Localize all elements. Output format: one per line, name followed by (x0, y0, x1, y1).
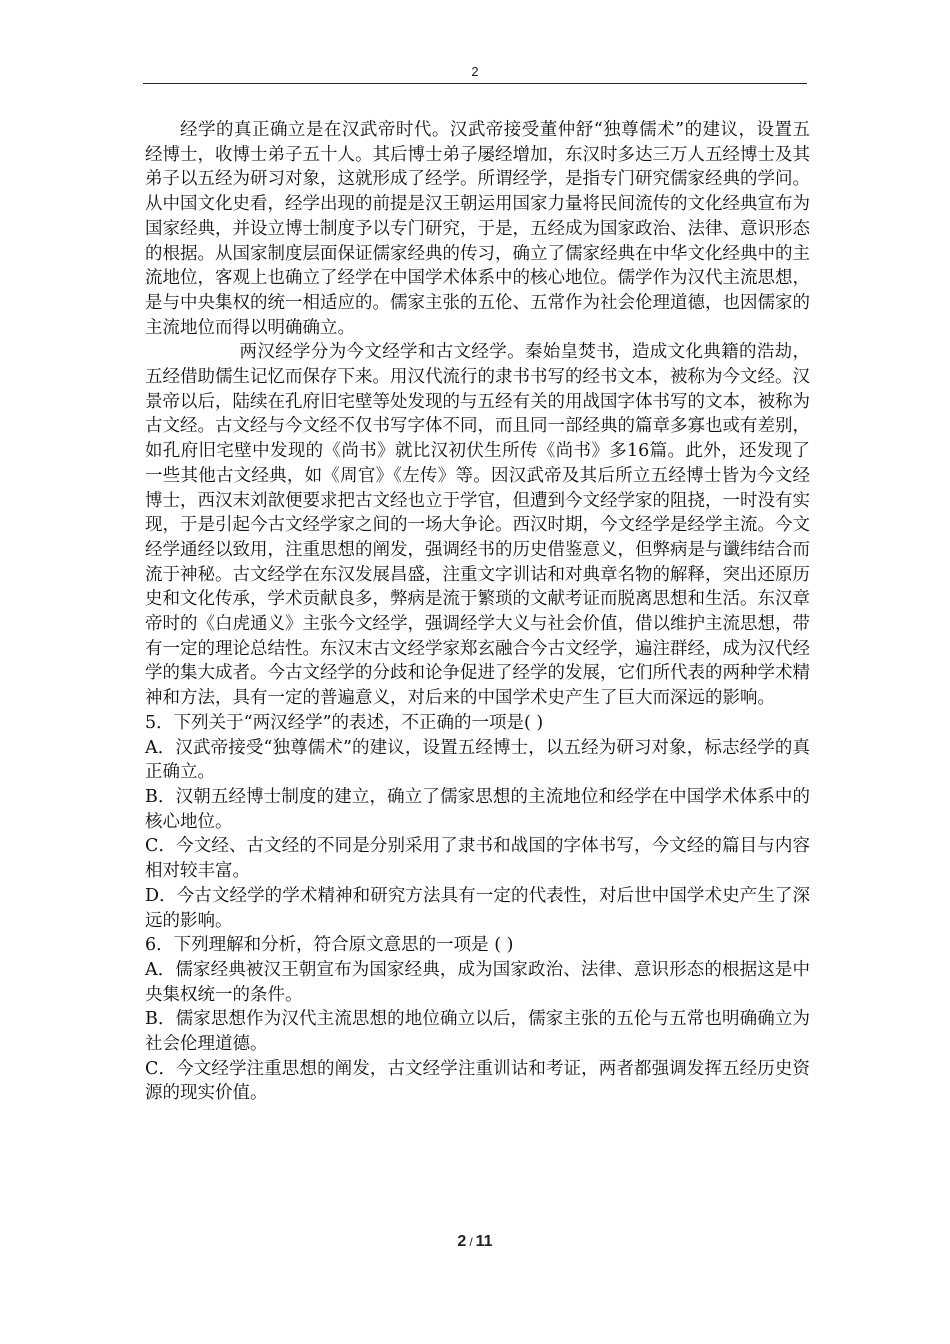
question-5-option-a: A．汉武帝接受“独尊儒术”的建议，设置五经博士，以五经为研习对象，标志经学的真正确立。 (145, 737, 810, 783)
question-5-stem: 5．下列关于“两汉经学”的表述，不正确的一项是( ) (145, 712, 544, 733)
question-5-option-c: C．今文经、古文经的不同是分别采用了隶书和战国的字体书写，今文经的篇目与内容相对较丰富。 (145, 836, 810, 882)
footer-pagination (0, 1233, 950, 1251)
footer-current-page: 2 (457, 1233, 467, 1250)
question-6-option-a: A．儒家经典被汉王朝宣布为国家经典，成为国家政治、法律、意识形态的根据这是中央集权统一的条件。 (145, 959, 810, 1005)
document-body (145, 118, 810, 1106)
passage-paragraph-1: 经学的真正确立是在汉武帝时代。汉武帝接受董仲舒“独尊儒术”的建议，设置五经博士，收博士弟子五十人。其后博士弟子屡经增加，东汉时多达三万人五经博士及其弟子以五经为研习对象，这就形成了经学。所谓经学，是指专门研究儒家经典的学问。从中国文化史看，经学出现的前提是汉王朝运用国家力量将民间流传的文化经典宣布为国家经典，并设立博士制度予以专门研究，于是，五经成为国家政治、法律、意识形态的根据。从国家制度层面保证儒家经典的传习，确立了儒家经典在中华文化经典中的主流地位，客观上也确立了经学在中国学术体系中的核心地位。儒学作为汉代主流思想，是与中央集权的统一相适应的。儒家主张的五伦、五常作为社会伦理道德，也因儒家的主流地位而得以明确确立。 (145, 120, 810, 338)
question-5-option-d: D．今古文经学的学术精神和研究方法具有一定的代表性，对后世中国学术史产生了深远的影响。 (145, 885, 810, 931)
header-page-number: 2 (471, 64, 479, 79)
question-6-option-c: C．今文经学注重思想的阐发，古文经学注重训诂和考证，两者都强调发挥五经历史资源的现实价值。 (145, 1058, 810, 1104)
footer-separator: / (469, 1235, 473, 1249)
footer-total-pages: 11 (475, 1233, 493, 1250)
question-6-stem: 6．下列理解和分析，符合原文意思的一项是 ( ) (145, 935, 514, 956)
header-divider (143, 83, 807, 84)
passage-paragraph-2: 两汉经学分为今文经学和古文经学。秦始皇焚书，造成文化典籍的浩劫，五经借助儒生记忆而保存下来。用汉代流行的隶书书写的经书文本，被称为今文经。汉景帝以后，陆续在孔府旧宅壁等处发现的与五经有关的用战国字体书写的文本，被称为古文经。古文经与今文经不仅书写字体不同，而且同一部经典的篇章多寡也或有差别，如孔府旧宅壁中发现的《尚书》就比汉初伏生所传《尚书》多16篇。此外，还发现了一些其他古文经典，如《周官》《左传》等。因汉武帝及其后所立五经博士皆为今文经博士，西汉末刘歆便要求把古文经也立于学官，但遭到今文经学家的阻挠，一时没有实现，于是引起今古文经学家之间的一场大争论。西汉时期，今文经学是经学主流。今文经学通经以致用，注重思想的阐发，强调经书的历史借鉴意义，但弊病是与谶纬结合而流于神秘。古文经学在东汉发展昌盛，注重文字训诂和对典章名物的解释，突出还原历史和文化传承，学术贡献良多，弊病是流于繁琐的文献考证而脱离思想和生活。东汉章帝时的《白虎通义》主张今文经学，强调经学大义与社会价值，借以维护主流思想，带有一定的理论总结性。东汉末古文经学家郑玄融合今古文经学，遍注群经，成为汉代经学的集大成者。今古文经学的分歧和论争促进了经学的发展，它们所代表的两种学术精神和方法，具有一定的普遍意义，对后来的中国学术史产生了巨大而深远的影响。 (145, 342, 810, 709)
question-6-option-b: B．儒家思想作为汉代主流思想的地位确立以后，儒家主张的五伦与五常也明确确立为社会伦理道德。 (145, 1009, 810, 1055)
question-5-option-b: B．汉朝五经博士制度的建立，确立了儒家思想的主流地位和经学在中国学术体系中的核心地位。 (145, 786, 810, 832)
